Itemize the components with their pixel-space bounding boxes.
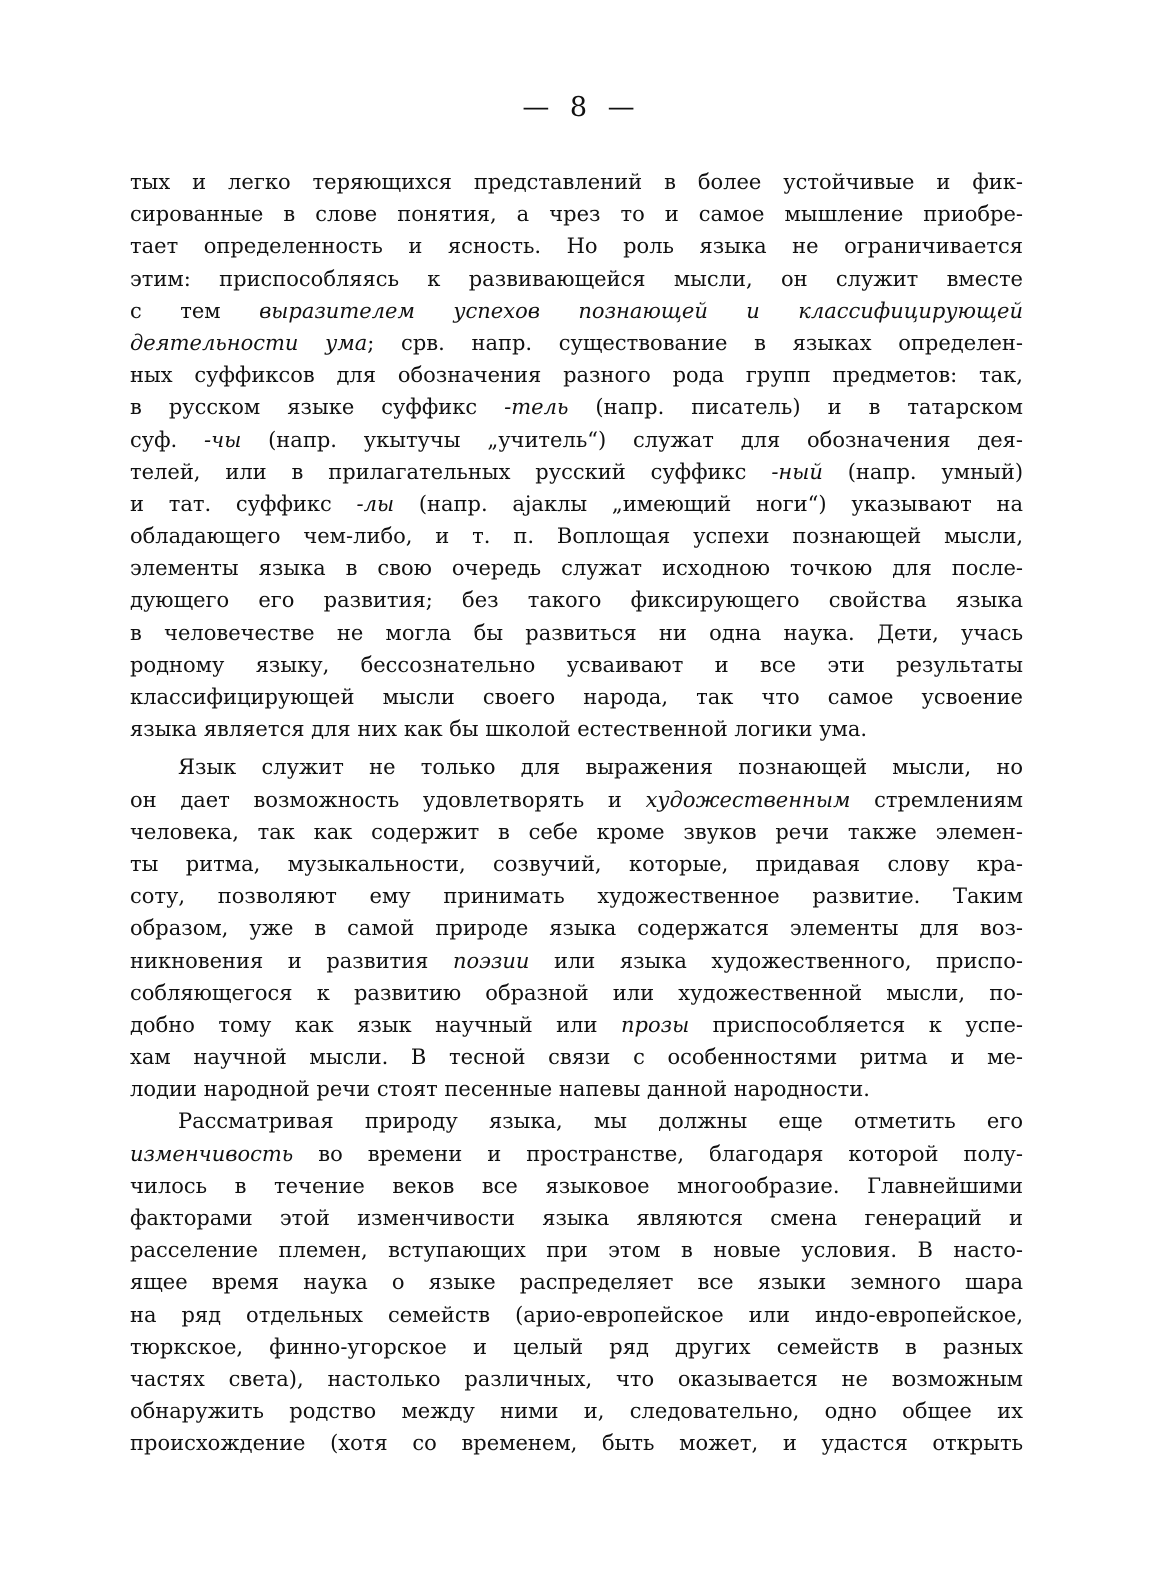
text-line: образом, уже в самой природе языка содержатся элементы для воз- bbox=[130, 916, 1023, 941]
text-line: обнаружить родство между ними и, следовательно, одно общее их bbox=[130, 1399, 1023, 1424]
text-line: ных суффиксов для обозначения разного рода групп предметов: так, bbox=[130, 363, 1023, 388]
text-line: с тем выразителем успехов познающей и классифицирующей bbox=[130, 298, 1023, 323]
text-line: происхождение (хотя со временем, быть может, и удастся открыть bbox=[130, 1431, 1023, 1456]
text-line: дующего его развития; без такого фиксирующего свойства языка bbox=[130, 588, 1023, 613]
text-line: сированные в слове понятия, а чрез то и самое мышление приобре- bbox=[130, 202, 1023, 227]
text-line: суф. -чы (напр. укытучы „учитель“) служат для обозначения дея- bbox=[130, 427, 1023, 452]
text-line: тает определенность и ясность. Но роль языка не ограничивается bbox=[130, 234, 1023, 259]
text-line: он дает возможность удовлетворять и художественным стремлениям bbox=[130, 787, 1023, 812]
page-number: — 8 — bbox=[522, 92, 641, 123]
text-line: в человечестве не могла бы развиться ни одна наука. Дети, учась bbox=[130, 620, 1023, 645]
text-line: в русском языке суффикс -тель (напр. писатель) и в татарском bbox=[130, 395, 1023, 420]
text-line: языка является для них как бы школой естественной логики ума. bbox=[130, 717, 868, 742]
text-line: элементы языка в свою очередь служат исходною точкою для после- bbox=[130, 556, 1023, 581]
text-line: расселение племен, вступающих при этом в новые условия. В насто- bbox=[130, 1238, 1023, 1263]
text-line: тых и легко теряющихся представлений в более устойчивые и фик- bbox=[130, 170, 1023, 194]
text-line: тюркское, финно-угорское и целый ряд других семейств в разных bbox=[130, 1334, 1023, 1359]
body-text bbox=[130, 166, 1023, 1460]
text-line: добно тому как язык научный или прозы приспособляется к успе- bbox=[130, 1012, 1023, 1037]
text-line: лодии народной речи стоят песенные напевы данной народности. bbox=[130, 1077, 870, 1102]
text-line: человека, так как содержит в себе кроме звуков речи также элемен- bbox=[130, 819, 1023, 844]
text-line: факторами этой изменчивости языка являются смена генераций и bbox=[130, 1206, 1023, 1230]
text-line: хам научной мысли. В тесной связи с особенностями ритма и ме- bbox=[130, 1045, 1023, 1070]
text-line: ты ритма, музыкальности, созвучий, которые, придавая слову кра- bbox=[130, 851, 1023, 876]
text-line: родному языку, бессознательно усваивают и все эти результаты bbox=[130, 652, 1023, 677]
text-line: и тат. суффикс -лы (напр. ajaклы „имеющий ноги“) указывают на bbox=[130, 491, 1023, 516]
text-line: обладающего чем-либо, и т. п. Воплощая успехи познающей мысли, bbox=[130, 524, 1023, 549]
text-line: Язык служит не только для выражения познающей мысли, но bbox=[178, 755, 1023, 780]
text-line: никновения и развития поэзии или языка художественного, приспо- bbox=[130, 948, 1023, 973]
text-line: деятельности ума; срв. напр. существование в языках определен- bbox=[130, 330, 1024, 355]
text-line: классифицирующей мысли своего народа, так что самое усвоение bbox=[130, 685, 1023, 709]
text-line: изменчивость во времени и пространстве, благодаря которой полу- bbox=[130, 1141, 1023, 1166]
text-line: соту, позволяют ему принимать художественное развитие. Таким bbox=[130, 884, 1023, 909]
text-line: чилось в течение веков все языковое многообразие. Главнейшими bbox=[130, 1173, 1023, 1198]
text-line: частях света), настолько различных, что оказывается не возможным bbox=[130, 1366, 1023, 1391]
text-line: этим: приспособляясь к развивающейся мысли, он служит вместе bbox=[130, 266, 1023, 291]
text-line: собляющегося к развитию образной или художественной мысли, по- bbox=[130, 980, 1023, 1005]
text-line: ящее время наука о языке распределяет все языки земного шара bbox=[130, 1270, 1023, 1295]
text-line: на ряд отдельных семейств (арио-европейское или индо-европейское, bbox=[130, 1302, 1023, 1327]
text-line: телей, или в прилагательных русский суффикс -ный (напр. умный) bbox=[130, 459, 1024, 484]
text-line: Рассматривая природу языка, мы должны еще отметить его bbox=[178, 1109, 1023, 1134]
